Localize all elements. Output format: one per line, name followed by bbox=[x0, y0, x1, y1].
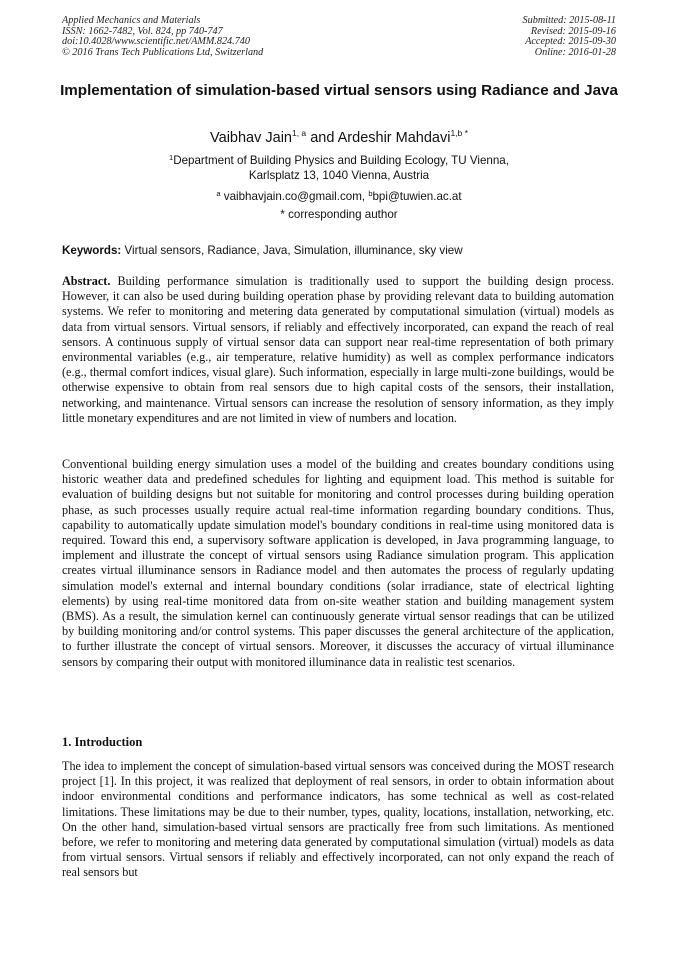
keywords-text: Virtual sensors, Radiance, Java, Simulation, illuminance, sky view bbox=[121, 244, 463, 257]
keywords-label: Keywords: bbox=[62, 244, 122, 257]
journal-name: Applied Mechanics and Materials bbox=[62, 15, 201, 26]
affiliation-mark: 1 bbox=[169, 153, 174, 162]
abstract-text: Building performance simulation is traditionally used to support the building design process. However, it can also be used during building operation phase by providing relevant data to building automation systems. We refer to monitoring and metering data generated by computational simulation (virtual) models as data from virtual sensors. Virtual sensors, if reliably and effectively incorporated, can expand the reach of real sensors. A continuous supply of virtual sensor data can support near real-time representation of both primary environmental variables (e.g., air temperature, relative humidity) as well as complex performance indicators (e.g., thermal comfort indices, visual glare). Such information, especially in large multi-zone buildings, would be otherwise expensive to obtain from real sensors due to high capital costs of the sensors, their installation, networking, and maintenance. Virtual sensors can increase the resolution of sensory information, as they imply little monetary expenditures and are not limited in view of numbers and location. bbox=[62, 274, 614, 425]
journal-doi: doi:10.4028/www.scientific.net/AMM.824.740 bbox=[62, 36, 250, 47]
author-emails bbox=[0, 186, 678, 204]
date-submitted: Submitted: 2015-08-11 bbox=[522, 15, 616, 26]
affiliation-line: Karlsplatz 13, 1040 Vienna, Austria bbox=[248, 169, 430, 182]
email-mark: a bbox=[216, 189, 221, 198]
journal-copyright: © 2016 Trans Tech Publications Ltd, Switzerland bbox=[62, 46, 264, 58]
email-address: vaibhavjain.co@gmail.com, bbox=[220, 190, 369, 203]
affiliation bbox=[0, 150, 678, 183]
author-name: Vaibhav Jain bbox=[210, 130, 292, 146]
author-affiliation-mark: 1,b * bbox=[450, 128, 468, 138]
paper-title: Implementation of simulation-based virtual sensors using Radiance and Java bbox=[60, 82, 618, 99]
email-mark: b bbox=[368, 189, 373, 198]
introduction-paragraph: The idea to implement the concept of simulation-based virtual sensors was conceived during the MOST research project [1]. In this project, it was realized that deployment of real sensors, in order to obtain information about indoor environmental conditions and performance indicators, has some technical as well as cost-related limitations. These limitations may be due to their number, types, quality, locations, installation, networking, etc. On the other hand, simulation-based virtual sensors are practically free from such limitations. As mentioned before, we refer to monitoring and metering data generated by computational simulation (virtual) models as data from virtual sensors. Virtual sensors if reliably and effectively incorporated, can not only expand the reach of real sensors but bbox=[62, 759, 614, 880]
author-conjunction: and bbox=[306, 130, 338, 146]
abstract bbox=[62, 274, 614, 426]
date-online: Online: 2016-01-28 bbox=[534, 46, 616, 58]
date-revised: Revised: 2015-09-16 bbox=[530, 25, 616, 37]
author-affiliation-mark: 1, a bbox=[291, 128, 307, 138]
journal-issn: ISSN: 1662-7482, Vol. 824, pp 740-747 bbox=[62, 25, 223, 37]
abstract-paragraph: Conventional building energy simulation uses a model of the building and creates boundary conditions using historic weather data and predefined schedules for lighting and equipment load. This method is suitable for evaluation of building designs but not suitable for monitoring and control processes during building operation phase, as such processes usually require actual real-time information regarding boundary conditions. Thus, capability to automatically update simulation model's boundary conditions in real-time using monitored data is required. Toward this end, a supervisory software application is developed, in Java programming language, to implement and illustrate the concept of virtual sensors using Radiance simulation program. This application creates virtual illuminance sensors in Radiance model and then automates the process of regularly updating simulation model's external and internal boundary conditions (solar irradiance, state of electrical lighting elements) by using real-time monitored data from on-site weather station and building management system (BMS). As a result, the simulation kernel can continuously generate virtual sensor readings that can be utilized by building monitoring and/or control systems. This paper discusses the general architecture of the application, to further illustrate the concept of virtual sensors. Moreover, it discusses the accuracy of virtual illuminance sensors by comparing their output with monitored illuminance data in realistic test scenarios. bbox=[62, 457, 614, 669]
publication-dates bbox=[523, 16, 616, 58]
journal-info bbox=[62, 16, 263, 58]
affiliation-line: Department of Building Physics and Building Ecology, TU Vienna, bbox=[173, 154, 509, 167]
keywords bbox=[62, 243, 616, 258]
section-heading: 1. Introduction bbox=[62, 735, 143, 749]
date-accepted: Accepted: 2015-09-30 bbox=[525, 36, 616, 47]
email-address: bpi@tuwien.ac.at bbox=[372, 190, 462, 203]
abstract-label: Abstract. bbox=[62, 274, 111, 288]
author-line bbox=[0, 124, 678, 147]
author-name: Ardeshir Mahdavi bbox=[337, 130, 451, 146]
corresponding-author-note: * corresponding author bbox=[280, 208, 398, 221]
